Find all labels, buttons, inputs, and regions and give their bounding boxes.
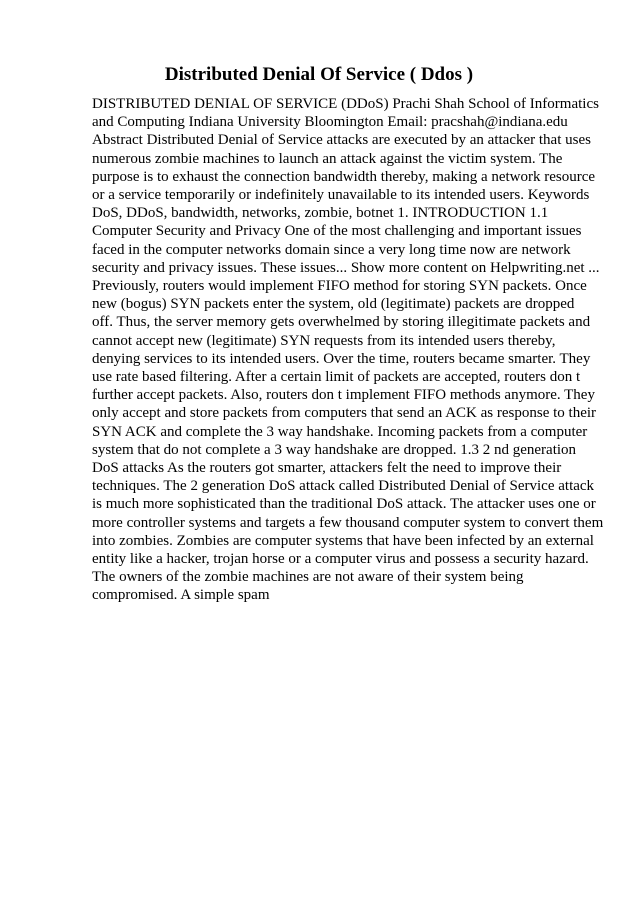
- body-line: Abstract Distributed Denial of Service attacks are executed by an attacker that uses: [92, 132, 591, 149]
- document-title: Distributed Denial Of Service ( Ddos ): [164, 64, 474, 85]
- body-line: system that do not complete a 3 way handshake are dropped. 1.3 2 nd generation: [92, 441, 577, 458]
- body-line: DoS, DDoS, bandwidth, networks, zombie, botnet 1. INTRODUCTION 1.1: [92, 205, 549, 222]
- body-line: DoS attacks As the routers got smarter, attackers felt the need to improve their: [92, 460, 562, 477]
- body-line: compromised. A simple spam: [92, 587, 270, 604]
- body-line: DISTRIBUTED DENIAL OF SERVICE (DDoS) Prachi Shah School of Informatics: [92, 96, 599, 112]
- body-line: entity like a hacker, trojan horse or a computer virus and possess a security hazard.: [92, 551, 589, 568]
- body-line: The owners of the zombie machines are not aware of their system being: [92, 569, 524, 586]
- body-line: into zombies. Zombies are computer systems that have been infected by an external: [92, 532, 594, 549]
- body-line: security and privacy issues. These issues... Show more content on Helpwriting.net ...: [92, 259, 600, 276]
- body-line: use rate based filtering. After a certain limit of packets are accepted, routers don t: [92, 369, 581, 386]
- body-line: further accept packets. Also, routers don t implement FIFO methods anymore. They: [92, 387, 595, 404]
- body-line: purpose is to exhaust the connection bandwidth thereby, making a network resource: [92, 168, 596, 185]
- body-line: denying services to its intended users. Over the time, routers became smarter. They: [92, 350, 591, 367]
- body-line: Previously, routers would implement FIFO method for storing SYN packets. Once: [92, 278, 587, 295]
- body-line: and Computing Indiana University Bloomington Email: pracshah@indiana.edu: [92, 114, 568, 131]
- body-line: SYN ACK and complete the 3 way handshake. Incoming packets from a computer: [92, 423, 588, 440]
- body-line: cannot accept new (legitimate) SYN requests from its intended users thereby,: [92, 332, 556, 349]
- body-line: or a service temporarily or indefinitely unavailable to its intended users. Keywords: [92, 187, 590, 204]
- body-line: off. Thus, the server memory gets overwhelmed by storing illegitimate packets and: [92, 314, 591, 331]
- body-line: Computer Security and Privacy One of the most challenging and important issues: [92, 223, 582, 240]
- body-line: new (bogus) SYN packets enter the system, old (legitimate) packets are dropped: [92, 296, 575, 313]
- body-line: numerous zombie machines to launch an attack against the victim system. The: [92, 150, 563, 167]
- body-line: is much more sophisticated than the traditional DoS attack. The attacker uses one or: [92, 496, 596, 513]
- body-line: techniques. The 2 generation DoS attack called Distributed Denial of Service attack: [92, 478, 595, 495]
- body-line: faced in the computer networks domain since a very long time now are network: [92, 241, 571, 258]
- document-body: [92, 95, 604, 605]
- body-line: more controller systems and targets a few thousand computer system to convert them: [92, 514, 604, 531]
- body-line: only accept and store packets from computers that send an ACK as response to their: [92, 405, 597, 422]
